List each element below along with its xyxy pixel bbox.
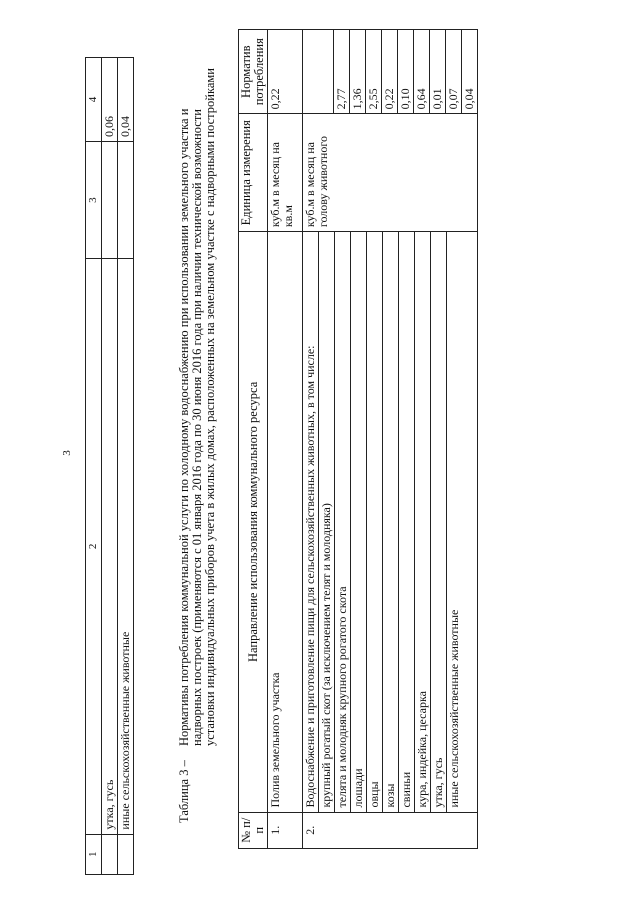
row-direction-list — [303, 232, 478, 812]
row-direction: телята и молодняк крупного рогатого скота — [334, 232, 350, 811]
water-norms-table — [238, 29, 478, 849]
row-value: 1,36 — [349, 30, 365, 113]
row-direction: Водоснабжение и приготовление пищи для сельскохозяйственных животных, в том числе: — [303, 345, 317, 808]
row-value: 0,07 — [445, 30, 461, 113]
row-unit: куб.м в месяц на кв.м — [268, 114, 303, 232]
col-number-2: 2 — [86, 259, 102, 834]
row-number-cell — [102, 834, 118, 874]
row-name-cell: иные сельскохозяйственные животные — [118, 259, 134, 834]
column-number-row — [86, 58, 102, 875]
row-number: 1. — [268, 812, 303, 848]
row-direction: иные сельскохозяйственные животные — [446, 232, 462, 811]
row-value: 2,55 — [365, 30, 381, 113]
row-value-list — [303, 30, 478, 114]
caption-label: Таблица 3 – — [177, 760, 191, 823]
table-row — [102, 58, 118, 875]
row-value-cell: 0,04 — [118, 58, 134, 142]
table-caption — [178, 63, 217, 823]
row-direction: лошади — [350, 232, 366, 811]
table-row-group — [303, 30, 478, 849]
row-direction: Полив земельного участка — [268, 232, 303, 812]
header-number: № п/п — [239, 812, 268, 848]
row-direction: крупный рогатый скот (за исключением телят и молодняка) — [318, 232, 334, 811]
row-value-cell: 0,06 — [102, 58, 118, 142]
header-unit: Единица измерения — [239, 114, 268, 232]
header-direction: Направление использования коммунального ресурса — [239, 232, 268, 812]
caption-text: Нормативы потребления коммунальной услуги по холодному водоснабжению при использовании земельного участка и надворных построек (применяются с 01 января 2016 года по 30 июня 2016 года при наличии технической возможности установки индивидуальных приборов учета в жилых домах, расположенных на земельном участке с надворными постройками — [177, 68, 217, 746]
row-direction: овцы — [366, 232, 382, 811]
row-name-cell: утка, гусь — [102, 259, 118, 834]
table-row — [268, 30, 303, 849]
page-number: 3 — [61, 450, 73, 456]
row-value: 0,04 — [461, 30, 477, 113]
row-unit-cell — [118, 142, 134, 259]
row-value: 0,64 — [413, 30, 429, 113]
row-value: 0,01 — [429, 30, 445, 113]
row-value: 0,10 — [397, 30, 413, 113]
header-norm: Норматив потребления — [239, 30, 268, 114]
row-unit: куб.м в месяц на голову животного — [303, 114, 478, 232]
row-direction: свиньи — [398, 232, 414, 811]
row-value: 0,22 — [381, 30, 397, 113]
col-number-4: 4 — [86, 58, 102, 142]
col-number-3: 3 — [86, 142, 102, 259]
col-number-1: 1 — [86, 834, 102, 874]
row-direction: утка, гусь — [430, 232, 446, 811]
row-direction: козы — [382, 232, 398, 811]
row-direction: кура, индейка, цесарка — [414, 232, 430, 811]
continued-table — [85, 57, 134, 875]
row-value: 2,77 — [333, 30, 349, 113]
row-value-empty — [303, 30, 333, 113]
header-row — [239, 30, 268, 849]
row-number-cell — [118, 834, 134, 874]
row-number: 2. — [303, 812, 478, 848]
table-row — [118, 58, 134, 875]
row-value: 0,22 — [268, 30, 303, 114]
row-unit-cell — [102, 142, 118, 259]
